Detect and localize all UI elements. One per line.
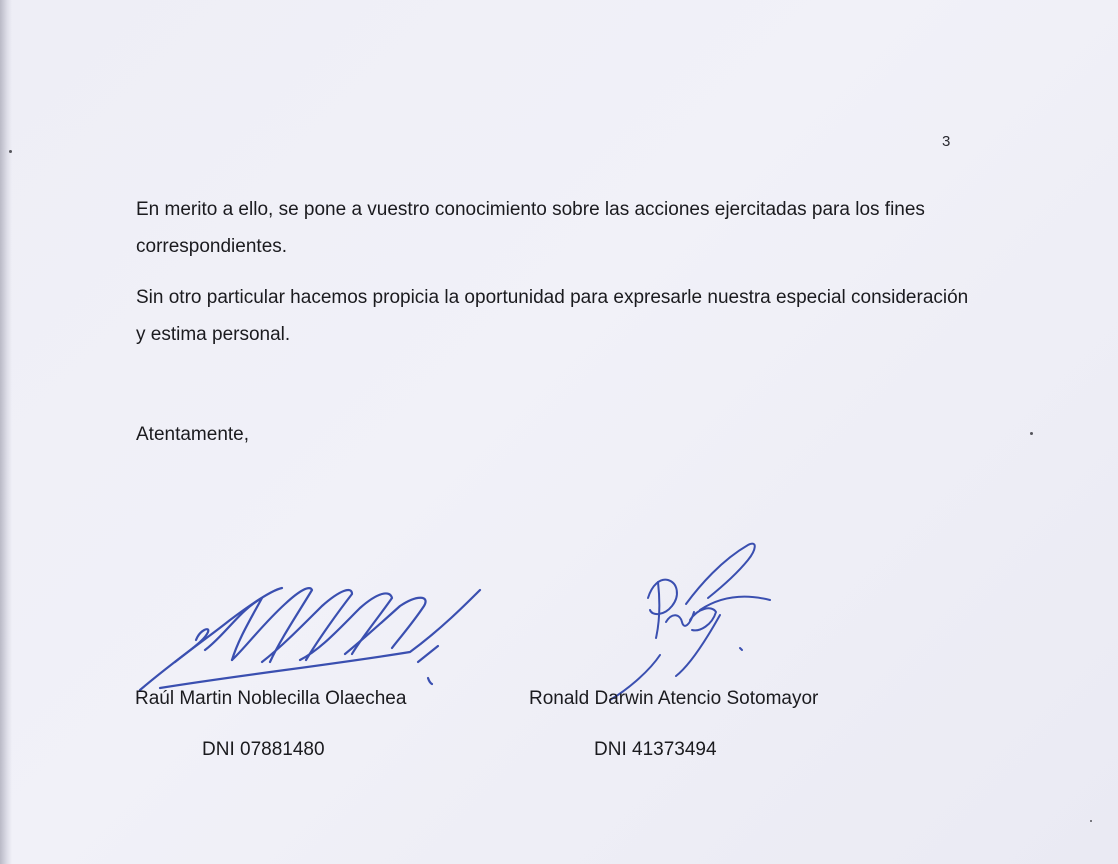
closing-salutation: Atentamente, (136, 424, 250, 445)
page-edge-shadow (0, 0, 12, 864)
body-paragraph-1: En merito a ello, se pone a vuestro conocimiento sobre las acciones ejercitadas para los fines correspondientes. (136, 199, 925, 257)
body-paragraph-2: Sin otro particular hacemos propicia la oportunidad para expresarle nuestra especial consideración y estima personal. (136, 287, 969, 345)
signer-2-dni: DNI 41373494 (594, 739, 717, 760)
signer-1-dni: DNI 07881480 (202, 739, 325, 760)
page-number: 3 (942, 133, 951, 150)
signature-2-image (610, 544, 770, 700)
paper-speck (1090, 820, 1092, 822)
signer-1-name: Raúl Martin Noblecilla Olaechea (135, 688, 407, 709)
paper-speck (9, 150, 12, 153)
paper-speck (1030, 432, 1033, 435)
signature-1-image (140, 588, 480, 690)
signer-2-name: Ronald Darwin Atencio Sotomayor (529, 688, 819, 709)
